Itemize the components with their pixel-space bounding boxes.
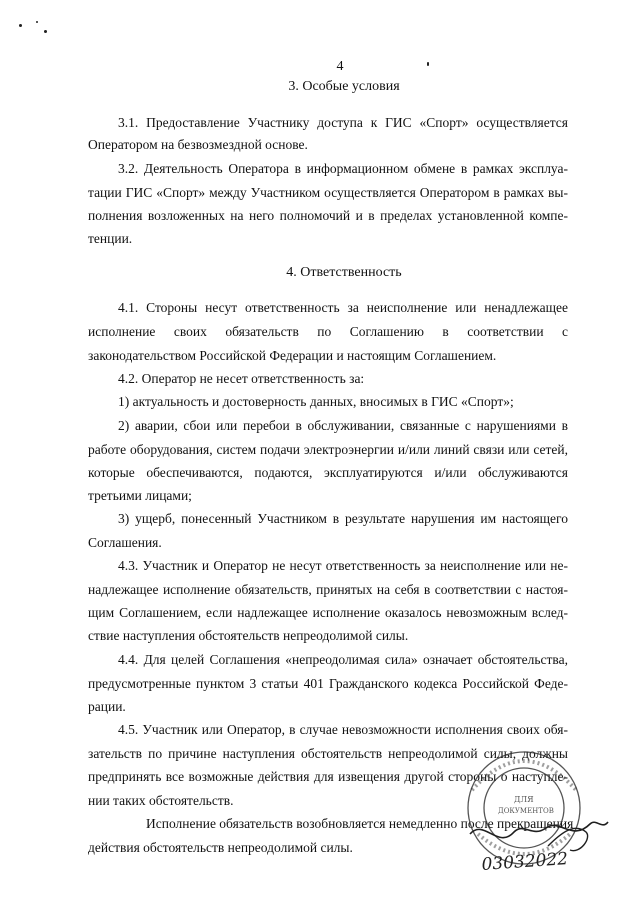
paragraph-line: 3.1. Предоставление Участнику доступа к ГИС «Спорт» осуществляется: [118, 115, 568, 130]
paragraph-line: рации.: [88, 699, 126, 714]
scan-speck: [19, 24, 22, 27]
paragraph-line: 4.5. Участник или Оператор, в случае невозможности исполнения своих обя-: [118, 722, 568, 737]
paragraph-line: щим Соглашением, если надлежащее исполнение оказалось невозможным вслед-: [88, 605, 568, 620]
svg-text:ДЛЯ: ДЛЯ: [514, 795, 534, 804]
paragraph-line: ствие наступления обстоятельств непреодолимой силы.: [88, 628, 409, 643]
paragraph-line: предусмотренные пунктом 3 статьи 401 Гражданского кодекса Российской Феде-: [88, 676, 568, 691]
paragraph-line: Исполнение обязательств возобновляется немедленно после прекращения: [146, 816, 574, 831]
paragraph-line: 2) аварии, сбои или перебои в обслуживании, связанные с нарушениями в: [118, 418, 568, 433]
paragraph-line: третьими лицами;: [88, 488, 192, 503]
paragraph-line: 4.2. Оператор не несет ответственность за:: [118, 371, 365, 386]
section-heading: 4. Ответственность: [286, 265, 402, 280]
scan-speck: [36, 21, 38, 23]
scan-speck: [44, 30, 47, 33]
paragraph-line: тации ГИС «Спорт» между Участником осуществляется Оператором в рамках вы-: [88, 185, 568, 200]
paragraph-line: 4.1. Стороны несут ответственность за неисполнение или ненадлежащее: [118, 300, 568, 315]
round-seal-stamp: [452, 738, 612, 878]
paragraph-line: нии таких обстоятельств.: [88, 793, 234, 808]
paragraph-line: надлежащее исполнение обязательств, принятых на себя в соответствии с настоя-: [88, 582, 568, 597]
paragraph-line: тенции.: [88, 231, 133, 246]
section-heading: 3. Особые условия: [288, 79, 400, 94]
paragraph-line: 3) ущерб, понесенный Участником в результате нарушения им настоящего: [118, 511, 568, 526]
paragraph-line: законодательством Российской Федерации и настоящим Соглашением.: [88, 348, 497, 363]
paragraph-line: зательств по причине наступления обстоятельств непреодолимой силы, должны: [88, 746, 568, 761]
svg-text:ДОКУМЕНТОВ: ДОКУМЕНТОВ: [498, 807, 554, 815]
paragraph-line: 1) актуальность и достоверность данных, вносимых в ГИС «Спорт»;: [118, 394, 514, 409]
paragraph-line: 4.3. Участник и Оператор не несут ответственность за неисполнение или не-: [118, 558, 568, 573]
paragraph-line: Оператором на безвозмездной основе.: [88, 137, 308, 152]
paragraph-line: 3.2. Деятельность Оператора в информационном обмене в рамках эксплуа-: [118, 161, 568, 176]
paragraph-line: предпринять все возможные действия для извещения другой стороны о наступле-: [88, 769, 568, 784]
scan-speck: [427, 62, 429, 66]
paragraph-line: действия обстоятельств непреодолимой силы.: [88, 840, 353, 855]
paragraph-line: Соглашения.: [88, 535, 162, 550]
paragraph-line: полнения возложенных на него полномочий и в пределах установленной компе-: [88, 208, 568, 223]
paragraph-line: работе оборудования, систем подачи электроэнергии и/или линий связи или сетей,: [88, 442, 568, 457]
paragraph-line: исполнение своих обязательств по Соглашению в соответствии с: [88, 324, 568, 339]
svg-text:03032022: 03032022: [480, 849, 569, 875]
paragraph-line: которые обеспечиваются, подаются, эксплуатируются и/или обслуживаются: [88, 465, 568, 480]
page-number: 4: [336, 59, 344, 74]
paragraph-line: 4.4. Для целей Соглашения «непреодолимая сила» означает обстоятельства,: [118, 652, 568, 667]
